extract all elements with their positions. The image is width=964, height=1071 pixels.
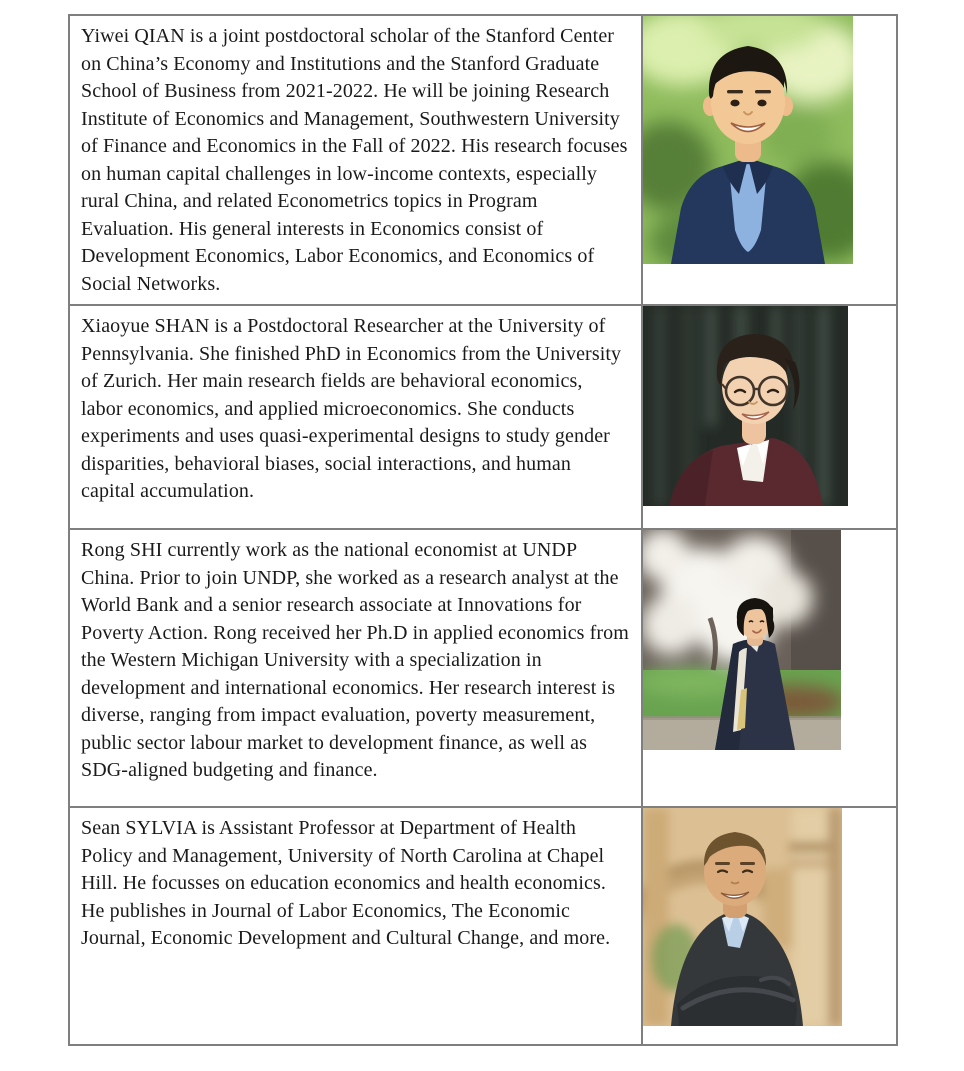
bio-text-rong-shi: Rong SHI currently work as the national economist at UNDP China. Prior to join UNDP, she worked as a research analyst at the World Bank and a senior research associate at Innovations for Poverty Action. Rong received her Ph.D in applied economics from the Western Michigan University with a specialization in development and international economics. Her research interest is diverse, ranging from impact evaluation, poverty measurement, public sector labour market to development finance, as well as SDG-aligned budgeting and finance. <box>81 539 629 781</box>
bio-text-yiwei-qian: Yiwei QIAN is a joint postdoctoral scholar of the Stanford Center on China’s Economy and Institutions and the Stanford Graduate School of Business from 2021-2022. He will be joining Research Institute of Economics and Management, Southwestern University of Finance and Economics in the Fall of 2022. His research focuses on human capital challenges in low-income contexts, especially rural China, and related Econometrics topics in Program Evaluation. His general interests in Economics consist of Development Economics, Labor Economics, and Economics of Social Networks. <box>81 25 628 295</box>
portrait-image-woman-glasses <box>643 306 848 506</box>
portrait-image-man-navy-suit <box>643 16 853 264</box>
table-row-yiwei-qian <box>69 15 897 305</box>
bio-cell-rong-shi <box>69 529 642 807</box>
table-row-rong-shi <box>69 529 897 807</box>
bio-text-xiaoyue-shan: Xiaoyue SHAN is a Postdoctoral Researcher at the University of Pennsylvania. She finished PhD in Economics from the University of Zurich. Her main research fields are behavioral economics, labor economics, and applied microeconomics. She conducts experiments and uses quasi-experimental designs to study gender disparities, behavioral biases, social interactions, and human capital accumulation. <box>81 315 622 502</box>
photo-cell-sean-sylvia <box>642 807 897 1045</box>
bio-cell-xiaoyue-shan <box>69 305 642 529</box>
photo-cell-rong-shi <box>642 529 897 807</box>
table-row-xiaoyue-shan <box>69 305 897 529</box>
bio-cell-sean-sylvia <box>69 807 642 1045</box>
portrait-photo-xiaoyue-shan <box>643 306 896 506</box>
portrait-photo-sean-sylvia <box>643 808 896 1026</box>
table-row-sean-sylvia <box>69 807 897 1045</box>
portrait-image-woman-graduation-gown <box>643 530 841 750</box>
photo-cell-yiwei-qian <box>642 15 897 305</box>
portrait-image-man-arms-crossed-arches <box>643 808 842 1026</box>
portrait-photo-yiwei-qian <box>643 16 896 264</box>
bio-text-sean-sylvia: Sean SYLVIA is Assistant Professor at Department of Health Policy and Management, University of North Carolina at Chapel Hill. He focusses on education economics and health economics. He publishes in Journal of Labor Economics, The Economic Journal, Economic Development and Cultural Change, and more. <box>81 817 611 949</box>
bio-cell-yiwei-qian <box>69 15 642 305</box>
photo-cell-xiaoyue-shan <box>642 305 897 529</box>
bio-table <box>68 14 898 1046</box>
portrait-photo-rong-shi <box>643 530 896 750</box>
